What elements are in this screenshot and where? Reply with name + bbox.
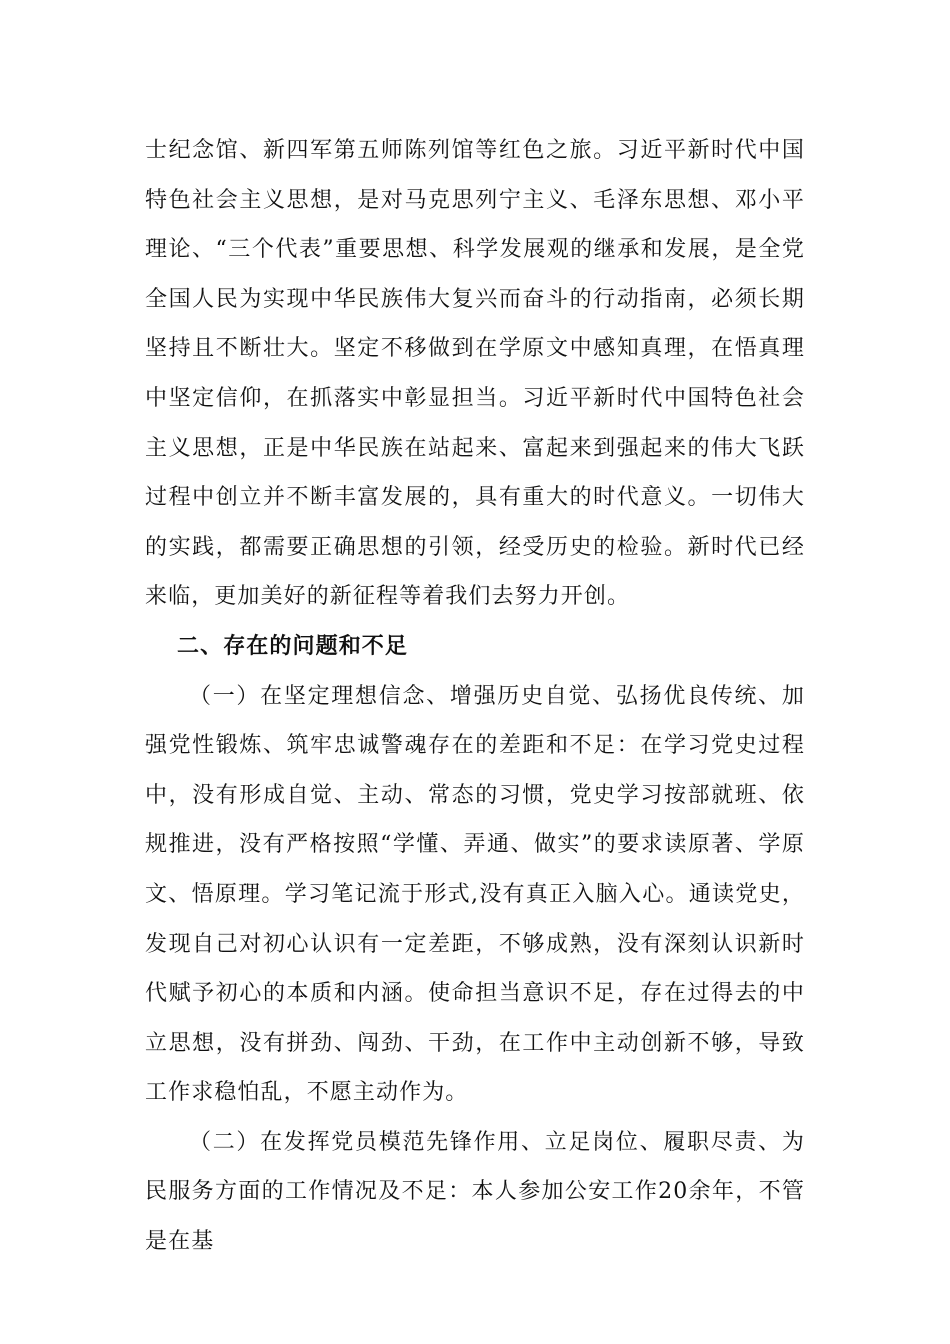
- paragraph-1: （一）在坚定理想信念、增强历史自觉、弘扬优良传统、加强党性锻炼、筑牢忠诚警魂存在的差距和不足：在学习党史过程中，没有形成自觉、主动、常态的习惯，党史学习按部就班、依规推进，没有严格按照“学懂、弄通、做实”的要求读原著、学原文、悟原理。学习笔记流于形式,没有真正入脑入心。通读党史，发现自己对初心认识有一定差距，不够成熟，没有深刻认识新时代赋予初心的本质和内涵。使命担当意识不足，存在过得去的中立思想，没有拼劲、闯劲、干劲，在工作中主动创新不够，导致工作求稳怕乱，不愿主动作为。: [145, 683, 805, 1106]
- section-heading: 二、存在的问题和不足: [177, 633, 409, 659]
- paragraph-continued: 士纪念馆、新四军第五师陈列馆等红色之旅。习近平新时代中国特色社会主义思想，是对马克思列宁主义、毛泽东思想、邓小平理论、“三个代表”重要思想、科学发展观的继承和发展，是全党全国人民为实现中华民族伟大复兴而奋斗的行动指南，必须长期坚持且不断壮大。坚定不移做到在学原文中感知真理，在悟真理中坚定信仰，在抓落实中彰显担当。习近平新时代中国特色社会主义思想，正是中华民族在站起来、富起来到强起来的伟大飞跃过程中创立并不断丰富发展的，具有重大的时代意义。一切伟大的实践，都需要正确思想的引领，经受历史的检验。新时代已经来临，更加美好的新征程等着我们去努力开创。: [145, 138, 805, 610]
- document-body: [145, 126, 805, 1267]
- paragraph-2: （二）在发挥党员模范先锋作用、立足岗位、履职尽责、为民服务方面的工作情况及不足：本人参加公安工作20余年，不管是在基: [145, 1129, 805, 1255]
